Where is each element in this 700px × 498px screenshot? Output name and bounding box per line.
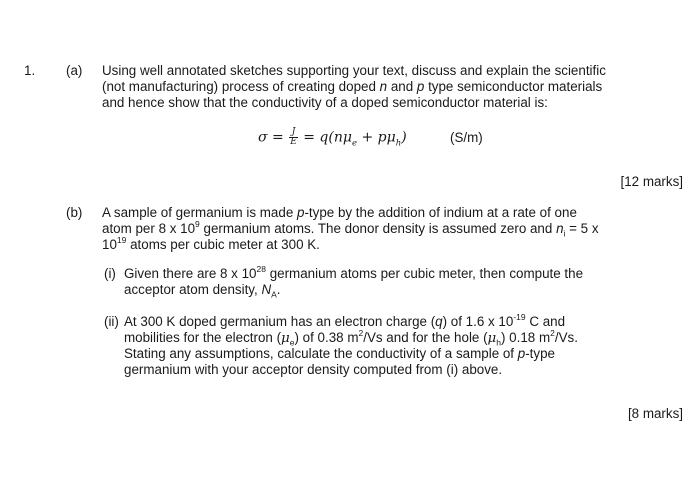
exponent: 2	[550, 327, 555, 338]
ni-subscript: i	[563, 228, 566, 239]
exponent: 28	[256, 263, 266, 274]
part-b-text: 10	[102, 237, 117, 252]
part-a-text: Using well annotated sketches supporting your text, discuss and explain the scientific	[102, 63, 606, 78]
part-b-text: -type by the addition of indium at a rate of one	[304, 205, 577, 220]
sub-question-i-label: (i)	[104, 266, 116, 281]
sub-ii-text: C and	[525, 314, 566, 329]
part-a-line-1	[102, 63, 606, 80]
sub-ii-text: ) of 1.6 x 10	[442, 314, 514, 329]
part-b-text: = 5 x	[565, 221, 599, 236]
sub-ii-text: ) of 0.38 m	[294, 330, 359, 345]
sub-question-ii-label: (ii)	[104, 314, 119, 329]
question-number: 1.	[24, 63, 36, 78]
sub-question-ii-line-1	[124, 311, 566, 331]
part-b-line-3	[102, 234, 320, 254]
equation-subscript-h: h	[395, 138, 402, 149]
conductivity-equation	[258, 128, 407, 147]
part-a-label: (a)	[66, 63, 83, 78]
part-b-marks: [8 marks]	[627, 406, 683, 421]
n-symbol: n	[379, 79, 388, 94]
equation-close: )	[401, 129, 407, 146]
equation-subscript-e: e	[351, 138, 357, 149]
mu-symbol: μ	[281, 331, 290, 346]
sub-ii-text: mobilities for the electron (	[124, 330, 282, 345]
part-a-text: and hence show that the conductivity of a doped semiconductor material is:	[102, 95, 548, 110]
sub-question-i-line-2	[124, 282, 281, 299]
exponent: 2	[358, 327, 364, 338]
sub-ii-text: Stating any assumptions, calculate the conductivity of a sample of	[124, 346, 518, 361]
q-symbol: q	[435, 314, 443, 329]
exponent: 9	[195, 218, 200, 229]
equation-plus: + pμ	[357, 129, 396, 146]
part-a-line-2	[102, 79, 602, 96]
part-a-line-3	[102, 95, 548, 112]
p-symbol: p	[416, 79, 425, 94]
sub-ii-text: ) 0.18 m	[500, 330, 551, 345]
sub-question-ii-line-3	[124, 346, 555, 363]
part-b-label: (b)	[66, 205, 83, 220]
part-a-text: (not manufacturing) process of creating doped	[102, 79, 380, 94]
part-b-text: atoms per cubic meter at 300 K.	[126, 237, 320, 252]
sub-i-text: acceptor atom density,	[124, 282, 262, 297]
part-a-text: type semiconductor materials	[424, 79, 603, 94]
exponent: 19	[116, 234, 127, 245]
mu-subscript: h	[496, 337, 501, 348]
equation-denominator: E	[290, 137, 297, 147]
p-symbol: p	[297, 205, 305, 220]
sub-i-text: Given there are 8 x 10	[124, 266, 257, 281]
sub-i-text: .	[276, 282, 281, 297]
sub-ii-text: /Vs and for the hole (	[363, 330, 488, 345]
sub-ii-text: At 300 K doped germanium has an electron charge (	[124, 314, 436, 329]
sub-question-ii-line-4	[124, 362, 502, 379]
part-b-text: germanium atoms. The donor density is assumed zero and	[199, 221, 557, 236]
sub-question-ii-line-2	[124, 327, 578, 348]
equation-numerator: J	[289, 128, 298, 138]
mu-symbol: μ	[487, 331, 497, 346]
ni-symbol: n	[556, 221, 564, 236]
mu-subscript: e	[289, 337, 295, 348]
part-b-text: A sample of germanium is made	[102, 205, 297, 220]
sub-ii-text: germanium with your acceptor density computed from (i) above.	[124, 362, 503, 377]
exponent: -19	[513, 311, 526, 322]
sub-ii-text: /Vs.	[554, 330, 578, 345]
p-symbol: p	[517, 346, 526, 361]
sub-i-text: germanium atoms per cubic meter, then compute the	[265, 266, 584, 281]
part-a-text: and	[387, 79, 417, 94]
part-b-text: atom per 8 x 10	[102, 221, 196, 236]
equation-lhs: σ =	[258, 129, 284, 146]
equation-fraction	[289, 128, 298, 147]
equation-unit: (S/m)	[450, 130, 483, 145]
sub-question-i-line-1	[124, 263, 584, 283]
part-b-line-2	[102, 218, 599, 239]
sub-ii-text: -type	[525, 346, 555, 361]
part-b-line-1	[102, 205, 577, 222]
na-symbol: N	[261, 282, 272, 297]
part-a-marks: [12 marks]	[620, 174, 683, 189]
equation-rhs: = q(nμ	[303, 129, 352, 146]
na-subscript: A	[271, 289, 277, 300]
